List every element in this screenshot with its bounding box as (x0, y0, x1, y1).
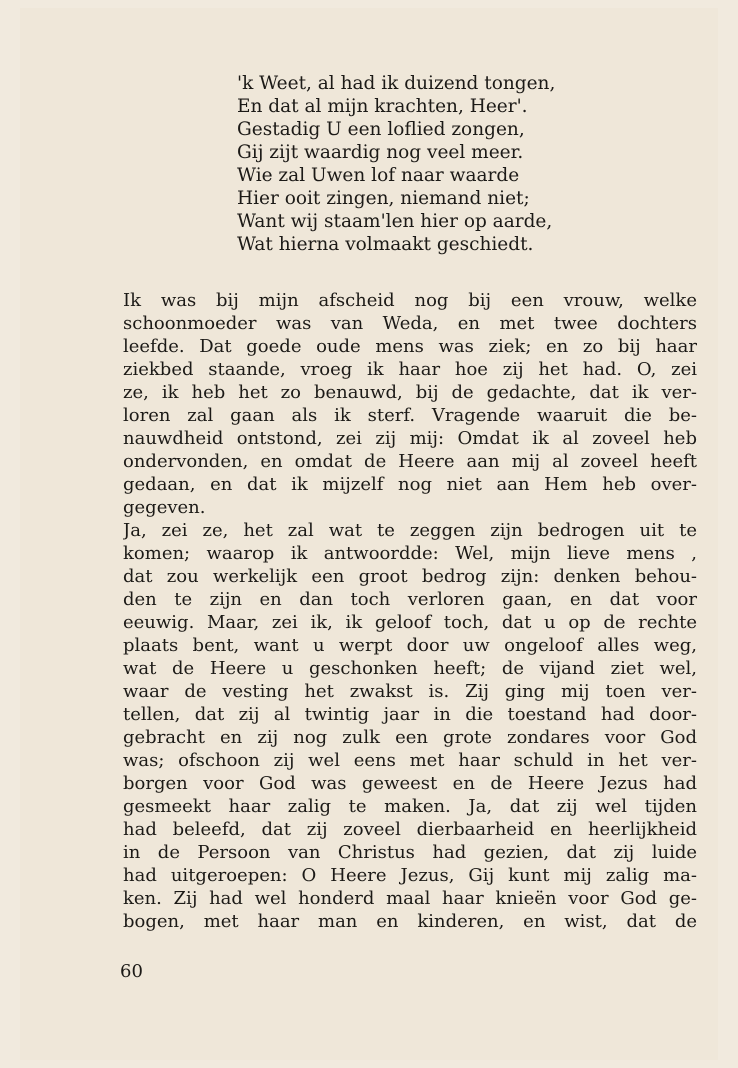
text-line: ondervonden, en omdat de Heere aan mij al zoveel heeft (123, 451, 697, 472)
text-line: Ja, zei ze, het zal wat te zeggen zijn bedrogen uit te (123, 520, 697, 541)
text-line: borgen voor God was geweest en de Heere Jezus had (123, 773, 697, 794)
text-line: wat de Heere u geschonken heeft; de vijand ziet wel, (123, 658, 697, 679)
text-line: loren zal gaan als ik sterf. Vragende waaruit die be- (123, 405, 697, 426)
text-line: tellen, dat zij al twintig jaar in die toestand had door- (123, 704, 697, 725)
text-line: had uitgeroepen: O Heere Jezus, Gij kunt mij zalig ma- (123, 865, 697, 886)
text-line: gebracht en zij nog zulk een grote zondares voor God (123, 727, 697, 748)
poem-line: Gestadig U een loflied zongen, (237, 119, 525, 140)
text-line: bogen, met haar man en kinderen, en wist, dat de (123, 911, 697, 932)
text-line: eeuwig. Maar, zei ik, ik geloof toch, dat u op de rechte (123, 612, 697, 633)
text-line: Ik was bij mijn afscheid nog bij een vrouw, welke (123, 290, 697, 311)
text-line: in de Persoon van Christus had gezien, dat zij luide (123, 842, 697, 863)
poem-line: Wie zal Uwen lof naar waarde (237, 165, 520, 186)
page-number: 60 (120, 961, 143, 982)
poem-line: Want wij staam'len hier op aarde, (237, 211, 553, 232)
text-line: nauwdheid ontstond, zei zij mij: Omdat ik al zoveel heb (123, 428, 697, 449)
text-line: dat zou werkelijk een groot bedrog zijn: denken behou- (123, 566, 697, 587)
text-line: komen; waarop ik antwoordde: Wel, mijn lieve mens , (123, 543, 697, 564)
text-line: ziekbed staande, vroeg ik haar hoe zij het had. O, zei (123, 359, 697, 380)
text-line: gegeven. (123, 497, 206, 518)
text-line: was; ofschoon zij wel eens met haar schuld in het ver- (123, 750, 697, 771)
text-line: schoonmoeder was van Weda, en met twee dochters (123, 313, 697, 334)
poem-stanza (237, 72, 555, 256)
poem-line: Wat hierna volmaakt geschiedt. (237, 234, 534, 255)
text-line: ken. Zij had wel honderd maal haar knieën voor God ge- (123, 888, 697, 909)
text-line: waar de vesting het zwakst is. Zij ging mij toen ver- (123, 681, 697, 702)
poem-line: En dat al mijn krachten, Heer'. (237, 96, 528, 117)
book-page (20, 8, 718, 1060)
text-line: had beleefd, dat zij zoveel dierbaarheid en heerlijkheid (123, 819, 697, 840)
text-line: ze, ik heb het zo benauwd, bij de gedachte, dat ik ver- (123, 382, 697, 403)
paragraph-1 (123, 289, 697, 519)
paragraph-2 (123, 519, 697, 933)
poem-line: Hier ooit zingen, niemand niet; (237, 188, 530, 209)
text-line: gesmeekt haar zalig te maken. Ja, dat zij wel tijden (123, 796, 697, 817)
text-line: plaats bent, want u werpt door uw ongeloof alles weg, (123, 635, 697, 656)
text-line: gedaan, en dat ik mijzelf nog niet aan Hem heb over- (123, 474, 697, 495)
poem-line: Gij zijt waardig nog veel meer. (237, 142, 524, 163)
text-line: leefde. Dat goede oude mens was ziek; en zo bij haar (123, 336, 697, 357)
text-line: den te zijn en dan toch verloren gaan, en dat voor (123, 589, 697, 610)
body-text (123, 289, 697, 933)
poem-line: 'k Weet, al had ik duizend tongen, (237, 73, 556, 94)
